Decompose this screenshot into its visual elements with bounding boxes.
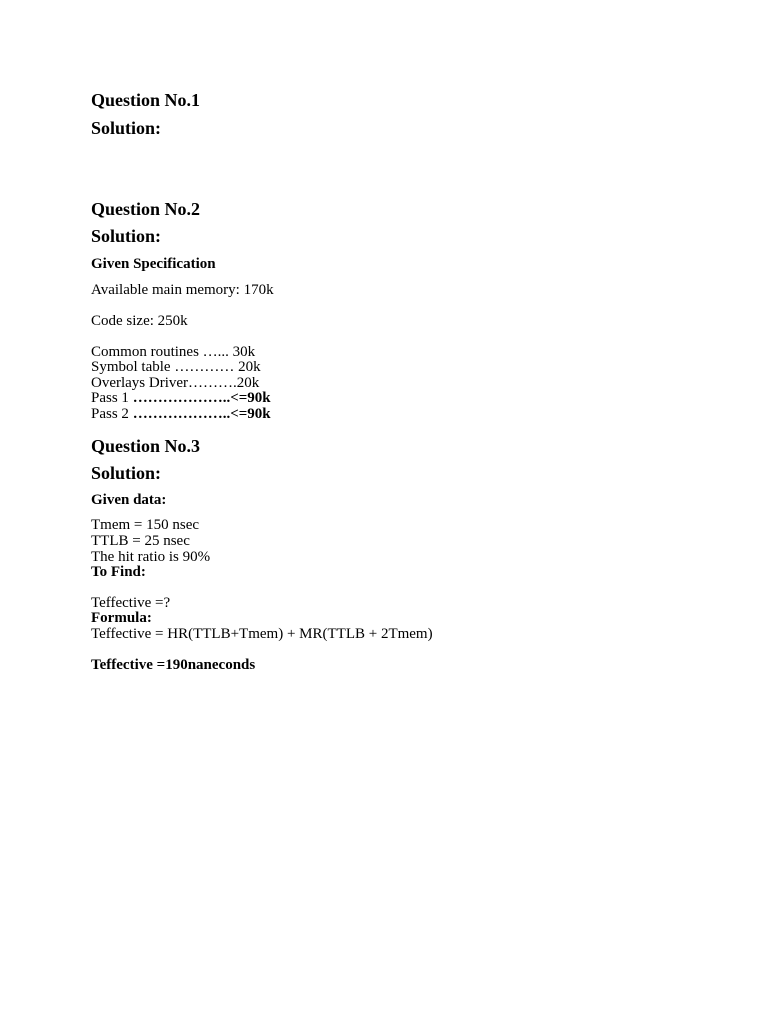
question-2-heading: Question No.2 [91, 199, 201, 219]
ttlb-text: TTLB = 25 nsec [91, 533, 190, 549]
question-3-solution-label: Solution: [91, 463, 162, 483]
formula-label: Formula: [91, 610, 152, 626]
given-data-title: Given data: [91, 492, 167, 508]
pass-2-value: ………………..<=90k [132, 406, 271, 422]
overlays-driver-text: Overlays Driver……….20k [91, 375, 260, 391]
hit-ratio-text: The hit ratio is 90% [91, 549, 211, 565]
question-2-solution-label: Solution: [91, 226, 162, 246]
formula-text: Teffective = HR(TTLB+Tmem) + MR(TTLB + 2Tmem) [91, 626, 433, 642]
pass-1-value: ………………..<=90k [132, 390, 271, 406]
question-1-solution-label: Solution: [91, 118, 162, 138]
tmem-text: Tmem = 150 nsec [91, 517, 200, 533]
pass-1-label: Pass 1 [91, 390, 133, 406]
question-3-heading: Question No.3 [91, 436, 201, 456]
to-find-label: To Find: [91, 564, 146, 580]
available-memory-text: Available main memory: 170k [91, 282, 274, 298]
code-size-text: Code size: 250k [91, 313, 188, 329]
given-specification-title: Given Specification [91, 256, 216, 272]
question-1-heading: Question No.1 [91, 90, 201, 110]
pass-2-line [91, 407, 271, 422]
teffective-question-text: Teffective =? [91, 595, 171, 611]
pass-2-label: Pass 2 [91, 406, 133, 422]
pass-1-line [91, 391, 271, 406]
symbol-table-text: Symbol table ………… 20k [91, 359, 261, 375]
answer-text: Teffective =190naneconds [91, 657, 256, 673]
common-routines-text: Common routines …... 30k [91, 344, 256, 360]
